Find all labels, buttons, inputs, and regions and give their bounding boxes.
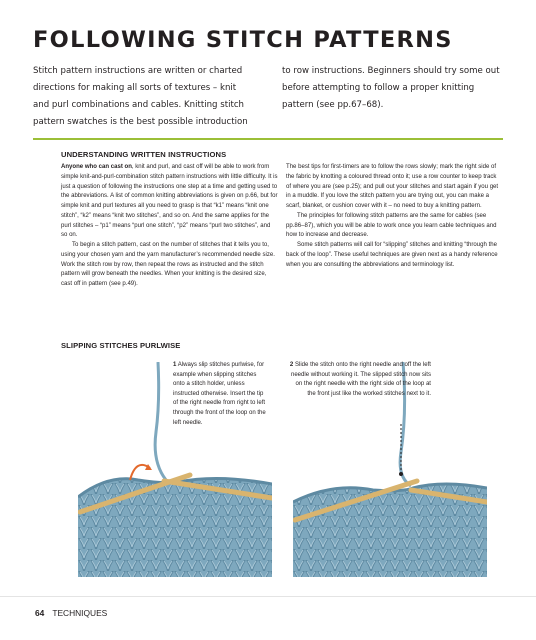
footer-rule [0, 596, 536, 597]
step-2-number: 2 [289, 362, 294, 368]
paragraph: The best tips for first-timers are to follow the rows slowly; mark the right side of the fabric by knotting a coloured thread onto it; use a row counter to keep track of where you are (see p.25); and pull out your stitches and start again if you get in a muddle. If you love the stitch pattern you are trying out, you can make a scarf, blanket, or cushion cover with it – no need to buy a knitting pattern. [286, 164, 499, 209]
paragraph: To begin a stitch pattern, cast on the number of stitches that it tells you to, using your chosen yarn and the yarn manufacturer’s recommended needle size. Work the stitch row by row, then repeat the rows as instructed and the stitch pattern will grow beneath the needles. When your knitting is the desired size, cast off in pattern (see p.49). [61, 242, 275, 287]
paragraph-text: , knit and purl, and cast off will be able to work from simple knit-and-purl-combination stitch pattern instructions with little difficulty. It is just a question of following the instructions one step at a time and getting used to the abbreviations. A list of common knitting abbreviations is given on p.66, but for simple knit and purl textures all you need to grasp is that “k1” means “knit one stitch”, “k2” means “knit two stitches”, and so on. And the same applies for the purl stitches – “p1” means “purl one stitch”, “p2” means “purl two stitches”, and so on. [61, 164, 278, 239]
paragraph: Some stitch patterns will call for “slipping” stitches and knitting “through the back of the loop”. These useful techniques are given next as a handy reference when you are consulting the abbreviations and terminology list. [286, 242, 498, 268]
page-footer [35, 608, 107, 618]
paragraph [61, 163, 278, 241]
step-1-text: Always slip stitches purlwise, for example when slipping stitches onto a stitch holder, unless instructed otherwise. Insert the tip of the right needle from right to left through the front of the loop on the left needle. [173, 362, 266, 426]
section-heading-slipping-stitches: SLIPPING STITCHES PURLWISE [61, 341, 181, 350]
section-heading-written-instructions: UNDERSTANDING WRITTEN INSTRUCTIONS [61, 150, 227, 159]
step-2-caption [287, 361, 431, 399]
page-number: 64 [35, 608, 45, 618]
lead-in: Anyone who can cast on [61, 164, 132, 170]
step-2-text: Slide the stitch onto the right needle and off the left needle without working it. The slipped stitch now sits on the right needle with the right side of the loop at the front just like the worked stitches next to it. [290, 362, 431, 397]
body-column-right [286, 163, 503, 270]
intro-left: Stitch pattern instructions are written or charted directions for making all sorts of textures – knit and purl combinations and cables. Knitting stitch pattern swatches is the best possible introduction [33, 66, 248, 127]
page-title: FOLLOWING STITCH PATTERNS [33, 27, 453, 53]
section-divider [33, 138, 503, 140]
section-name: TECHNIQUES [52, 608, 108, 618]
body-column-left [61, 163, 278, 290]
step-1-caption [173, 361, 269, 428]
intro-right: to row instructions. Beginners should try some out before attempting to follow a proper knitting pattern (see pp.67–68). [282, 66, 500, 110]
paragraph: The principles for following stitch patterns are the same for cables (see pp.86–87), which you will be able to work once you learn cable techniques and how to increase and decrease. [286, 212, 497, 239]
step-1-number: 1 [173, 362, 177, 368]
